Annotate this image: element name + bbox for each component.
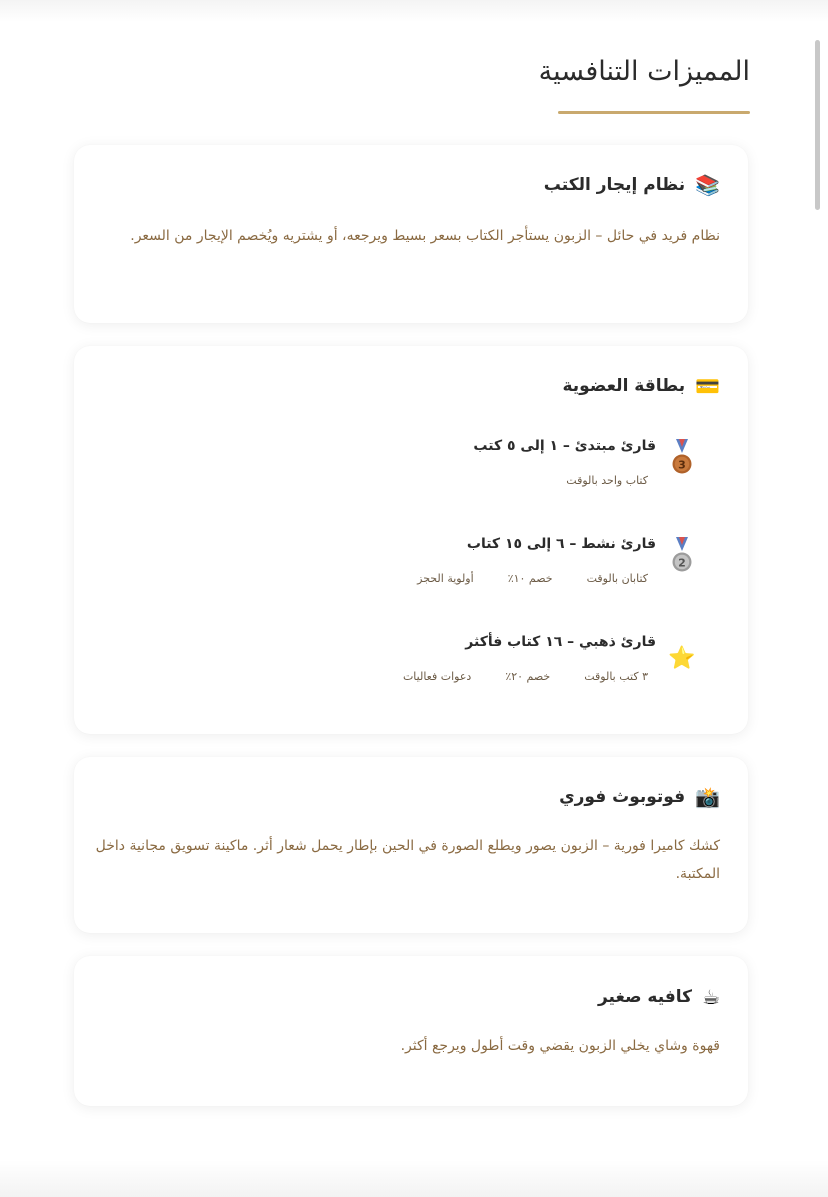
tier-perks (403, 670, 648, 683)
star-icon: ⭐ (668, 645, 696, 671)
card-description: كشك كاميرا فورية – الزبون يصور ويطلع الصورة في الحين بإطار يحمل شعار أثر. ماكينة تسويق مجانية داخل المكتبة. (95, 838, 720, 882)
tier-name: قارئ ذهبي – ١٦ كتاب فأكثر (465, 634, 656, 650)
card-header (598, 987, 720, 1007)
section-title: المميزات التنافسية (538, 56, 750, 87)
card-title: بطاقة العضوية (562, 376, 686, 396)
card-header (559, 787, 720, 807)
tier-name: قارئ مبتدئ – ١ إلى ٥ كتب (473, 438, 656, 454)
card-title: كافيه صغير (597, 987, 693, 1007)
card-title: فوتوبوث فوري (559, 787, 686, 807)
card-header (562, 376, 720, 396)
membership-tier-gold (134, 634, 696, 690)
feature-card-photobooth (74, 757, 748, 933)
camera-flash-icon: 📸 (695, 785, 720, 809)
feature-card-membership (74, 346, 748, 734)
vertical-scrollbar[interactable] (814, 40, 822, 215)
perk: ٣ كتب بالوقت (584, 670, 648, 683)
title-underline (558, 111, 750, 114)
scrollbar-thumb[interactable] (815, 40, 820, 210)
medal-number: 2 (678, 556, 686, 570)
feature-card-cafe (74, 956, 748, 1106)
perk: كتاب واحد بالوقت (566, 474, 648, 487)
tier-perks (566, 474, 648, 487)
tier-perks (417, 572, 648, 585)
perk: كتابان بالوقت (586, 572, 648, 585)
tier-name: قارئ نشط – ٦ إلى ١٥ كتاب (466, 536, 656, 552)
feature-card-book-rental (74, 145, 748, 323)
perk: خصم ٢٠٪ (505, 670, 551, 683)
silver-medal-icon (668, 536, 696, 576)
perk: دعوات فعاليات (402, 670, 472, 683)
medal-number: 3 (678, 458, 686, 472)
membership-tier-active (134, 536, 696, 592)
perk: أولوية الحجز (417, 572, 474, 585)
perk: خصم ١٠٪ (507, 572, 553, 585)
coffee-cup-icon: ☕ (702, 985, 720, 1009)
card-header (544, 175, 720, 195)
card-description: نظام فريد في حائل – الزبون يستأجر الكتاب بسعر بسيط ويرجعه، أو يشتريه ويُخصم الإيجار من السعر. (130, 228, 720, 244)
membership-tier-beginner (134, 438, 696, 494)
bronze-medal-icon (668, 438, 696, 478)
books-icon: 📚 (695, 173, 720, 197)
card-title: نظام إيجار الكتب (543, 175, 686, 195)
card-description: قهوة وشاي يخلي الزبون يقضي وقت أطول ويرجع أكثر. (400, 1038, 720, 1054)
credit-card-icon: 💳 (695, 374, 720, 398)
